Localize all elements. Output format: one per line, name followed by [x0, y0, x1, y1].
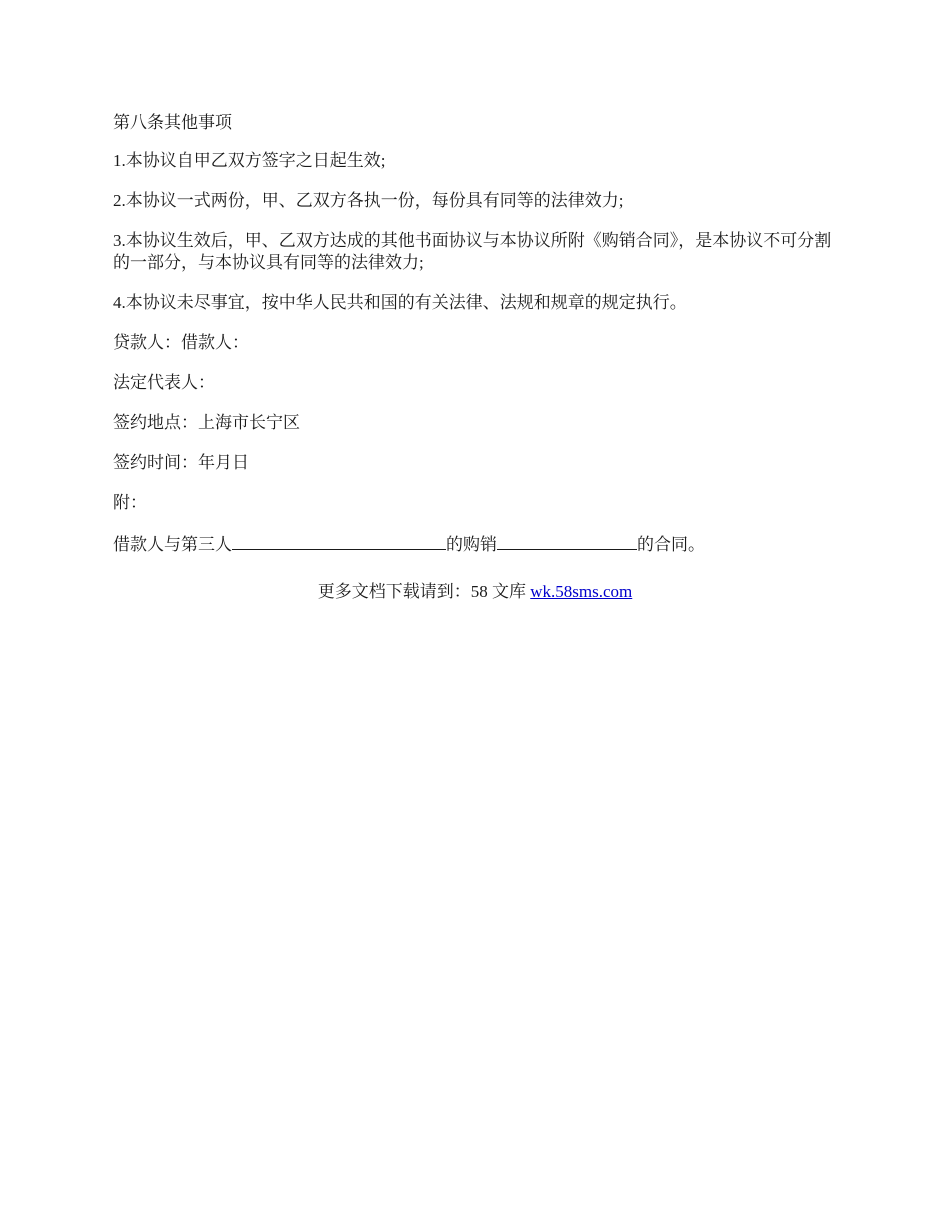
signature-place: 签约地点：上海市长宁区 — [113, 413, 300, 432]
attachment-middle: 的购销 — [446, 535, 497, 554]
footer-link[interactable]: wk.58sms.com — [530, 582, 633, 601]
clause-3: 3.本协议生效后，甲、乙双方达成的其他书面协议与本协议所附《购销合同》，是本协议不可分割的一部分，与本协议具有同等的法律效力; — [113, 231, 832, 272]
attachment-prefix: 借款人与第三人 — [113, 535, 232, 554]
clause-4: 4.本协议未尽事宜，按中华人民共和国的有关法律、法规和规章的规定执行。 — [113, 293, 687, 312]
blank-purchase — [497, 532, 637, 550]
blank-third-party — [232, 532, 446, 550]
signature-time: 签约时间：年月日 — [113, 453, 249, 472]
attachment-label: 附： — [113, 493, 147, 512]
footer-text: 更多文档下载请到：58 文库 — [317, 582, 531, 601]
clause-2: 2.本协议一式两份，甲、乙双方各执一份，每份具有同等的法律效力; — [113, 191, 624, 210]
document-body — [113, 112, 837, 574]
clause-1: 1.本协议自甲乙双方签字之日起生效; — [113, 151, 386, 170]
attachment-suffix: 的合同。 — [637, 535, 705, 554]
footer — [0, 581, 950, 603]
section-title: 第八条其他事项 — [113, 113, 232, 132]
signature-legal-rep: 法定代表人： — [113, 373, 215, 392]
signature-parties: 贷款人：借款人： — [113, 333, 249, 352]
attachment-line — [113, 532, 837, 556]
